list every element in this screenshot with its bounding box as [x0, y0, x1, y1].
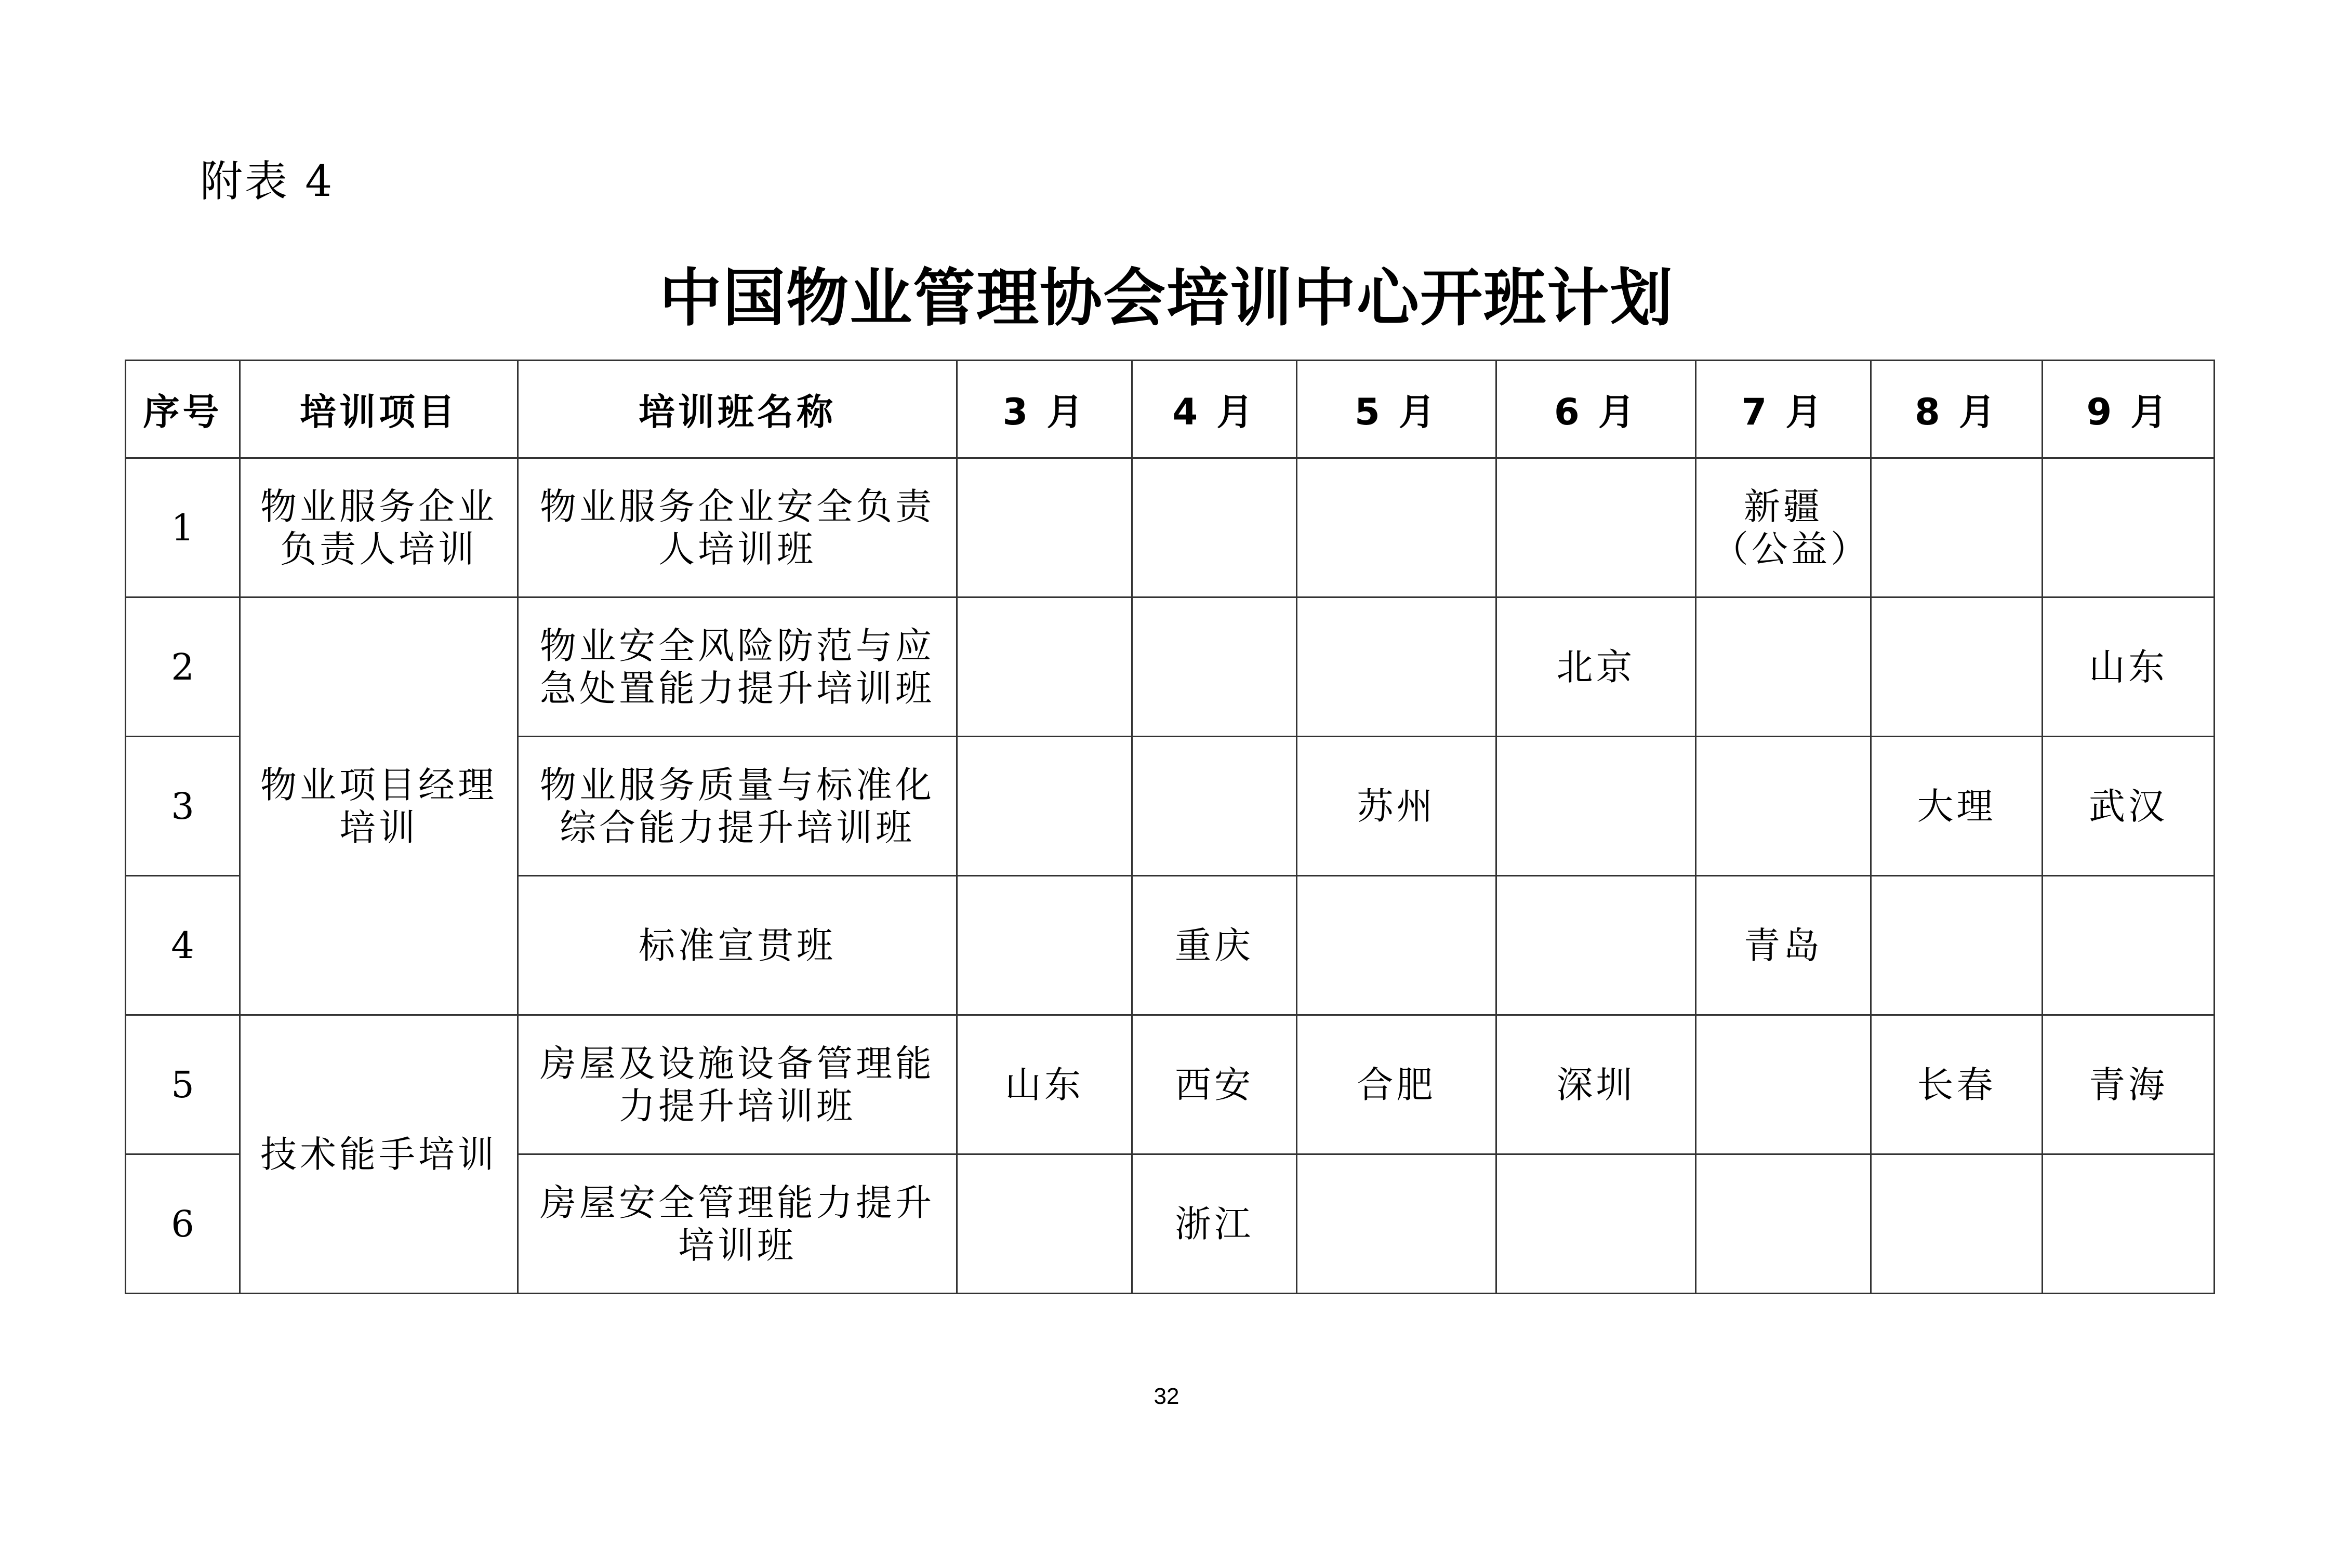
class-name-cell: 房屋及设施设备管理能力提升培训班 — [518, 1015, 957, 1154]
month-cell-7: 新疆（公益） — [1696, 458, 1871, 597]
month-cell-5: 苏州 — [1297, 737, 1496, 876]
month-cell-7 — [1696, 597, 1871, 737]
month-cell-8 — [1871, 597, 2043, 737]
month-cell-6 — [1496, 1154, 1696, 1294]
month-cell-6 — [1496, 737, 1696, 876]
header-month-7: 7 月 — [1696, 361, 1871, 458]
header-row — [126, 361, 2215, 458]
month-cell-5: 合肥 — [1297, 1015, 1496, 1154]
month-cell-3: 山东 — [957, 1015, 1132, 1154]
month-cell-3 — [957, 597, 1132, 737]
month-cell-8 — [1871, 876, 2043, 1015]
month-cell-3 — [957, 1154, 1132, 1294]
table-row — [126, 597, 2215, 737]
annex-label: 附表 4 — [200, 157, 335, 206]
month-cell-9: 山东 — [2043, 597, 2215, 737]
class-name-cell: 物业服务企业安全负责人培训班 — [518, 458, 957, 597]
row-number: 5 — [126, 1015, 240, 1154]
month-cell-7 — [1696, 737, 1871, 876]
month-cell-7 — [1696, 1154, 1871, 1294]
training-plan-table — [125, 360, 2215, 1294]
month-cell-5 — [1297, 597, 1496, 737]
month-cell-9 — [2043, 1154, 2215, 1294]
month-cell-9: 青海 — [2043, 1015, 2215, 1154]
header-month-8: 8 月 — [1871, 361, 2043, 458]
document-title: 中国物业管理协会培训中心开班计划 — [659, 262, 1674, 335]
class-name-cell: 物业安全风险防范与应急处置能力提升培训班 — [518, 597, 957, 737]
month-cell-4: 浙江 — [1132, 1154, 1297, 1294]
month-cell-4 — [1132, 458, 1297, 597]
month-cell-6: 北京 — [1496, 597, 1696, 737]
month-cell-5 — [1297, 876, 1496, 1015]
header-class-name: 培训班名称 — [518, 361, 957, 458]
header-month-3: 3 月 — [957, 361, 1132, 458]
month-cell-4: 重庆 — [1132, 876, 1297, 1015]
header-project: 培训项目 — [240, 361, 518, 458]
header-month-9: 9 月 — [2043, 361, 2215, 458]
month-cell-9: 武汉 — [2043, 737, 2215, 876]
month-cell-8 — [1871, 1154, 2043, 1294]
month-cell-9 — [2043, 876, 2215, 1015]
month-cell-4 — [1132, 737, 1297, 876]
month-cell-6: 深圳 — [1496, 1015, 1696, 1154]
month-cell-3 — [957, 737, 1132, 876]
month-cell-8: 大理 — [1871, 737, 2043, 876]
header-month-6: 6 月 — [1496, 361, 1696, 458]
row-number: 2 — [126, 597, 240, 737]
table-row — [126, 458, 2215, 597]
row-number: 6 — [126, 1154, 240, 1294]
header-month-5: 5 月 — [1297, 361, 1496, 458]
table-row — [126, 1015, 2215, 1154]
class-name-cell: 物业服务质量与标准化综合能力提升培训班 — [518, 737, 957, 876]
month-cell-4 — [1132, 597, 1297, 737]
month-cell-6 — [1496, 458, 1696, 597]
month-cell-3 — [957, 876, 1132, 1015]
month-cell-7: 青岛 — [1696, 876, 1871, 1015]
page-number: 32 — [1154, 1384, 1179, 1409]
header-no: 序号 — [126, 361, 240, 458]
month-cell-9 — [2043, 458, 2215, 597]
month-cell-8: 长春 — [1871, 1015, 2043, 1154]
row-number: 1 — [126, 458, 240, 597]
month-cell-7 — [1696, 1015, 1871, 1154]
row-number: 3 — [126, 737, 240, 876]
month-cell-6 — [1496, 876, 1696, 1015]
month-cell-5 — [1297, 458, 1496, 597]
project-cell: 物业服务企业负责人培训 — [240, 458, 518, 597]
month-cell-5 — [1297, 1154, 1496, 1294]
class-name-cell: 房屋安全管理能力提升培训班 — [518, 1154, 957, 1294]
project-cell: 技术能手培训 — [240, 1015, 518, 1294]
month-cell-4: 西安 — [1132, 1015, 1297, 1154]
row-number: 4 — [126, 876, 240, 1015]
header-month-4: 4 月 — [1132, 361, 1297, 458]
project-cell: 物业项目经理培训 — [240, 597, 518, 1015]
class-name-cell: 标准宣贯班 — [518, 876, 957, 1015]
month-cell-8 — [1871, 458, 2043, 597]
month-cell-3 — [957, 458, 1132, 597]
